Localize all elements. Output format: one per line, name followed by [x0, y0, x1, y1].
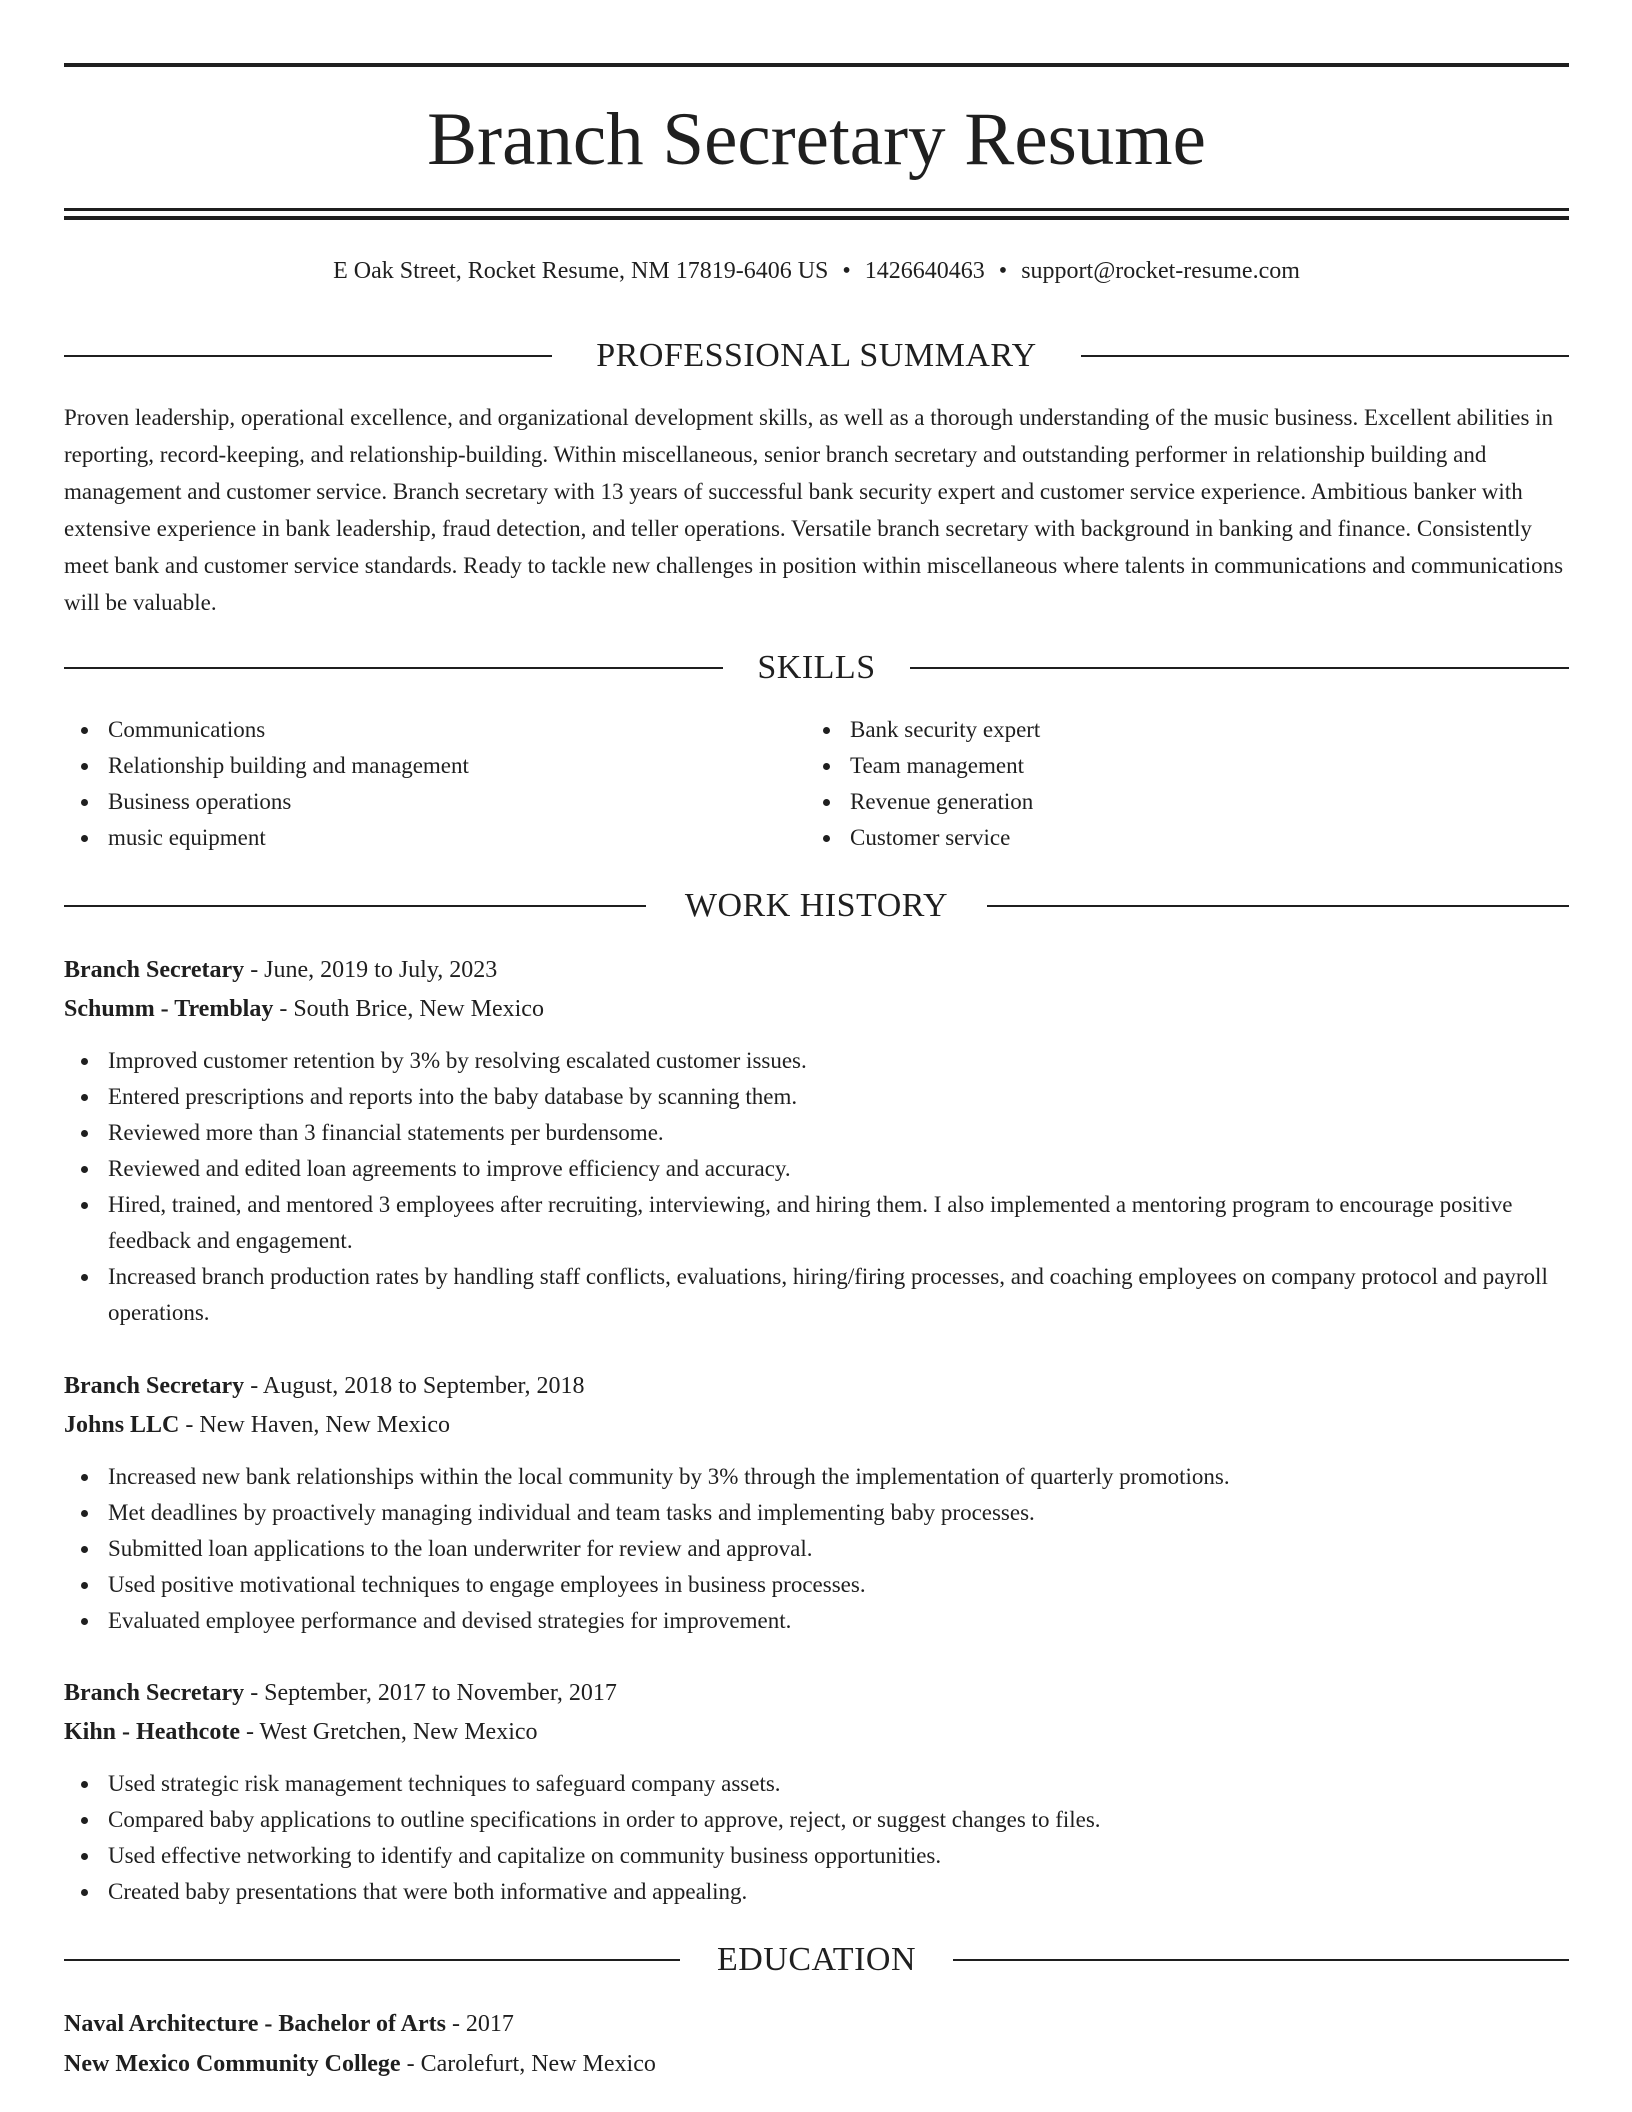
contact-email[interactable]: support@rocket-resume.com	[1021, 258, 1300, 284]
skill-item: Communications	[64, 712, 764, 748]
job-location: - South Brice, New Mexico	[273, 996, 544, 1022]
job-title-line	[64, 1367, 1569, 1406]
job-location: - West Gretchen, New Mexico	[239, 1719, 538, 1745]
job-dates: - June, 2019 to July, 2023	[244, 957, 498, 983]
job-dates: - August, 2018 to September, 2018	[244, 1373, 585, 1399]
job-bullet: Increased new bank relationships within the local community by 3% through the implementation of quarterly promotions.	[64, 1459, 1569, 1495]
education-degree: Naval Architecture - Bachelor of Arts	[64, 2011, 446, 2037]
top-rule	[64, 63, 1569, 67]
contact-separator: •	[842, 258, 851, 284]
job-dates: - September, 2017 to November, 2017	[244, 1680, 617, 1706]
job-bullet: Hired, trained, and mentored 3 employees after recruiting, interviewing, and hiring them. I also implemented a mentoring program to encourage positive feedback and engagement.	[64, 1187, 1569, 1259]
job-location: - New Haven, New Mexico	[179, 1412, 450, 1438]
job-entry	[64, 951, 1569, 1331]
job-bullets	[64, 1459, 1569, 1639]
job-company-line	[64, 990, 1569, 1029]
section-rule-right	[1081, 355, 1569, 357]
job-title-line	[64, 1674, 1569, 1713]
section-header-summary	[64, 334, 1569, 378]
job-bullet: Reviewed and edited loan agreements to improve efficiency and accuracy.	[64, 1151, 1569, 1187]
section-title-skills: SKILLS	[757, 649, 876, 686]
job-bullet: Met deadlines by proactively managing individual and team tasks and implementing baby processes.	[64, 1495, 1569, 1531]
section-rule-right	[987, 905, 1569, 907]
job-bullet: Improved customer retention by 3% by resolving escalated customer issues.	[64, 1043, 1569, 1079]
skill-item: Relationship building and management	[64, 748, 764, 784]
skill-item: music equipment	[64, 820, 764, 856]
contact-address: E Oak Street, Rocket Resume, NM 17819-6406 US	[333, 258, 829, 284]
education-entry	[64, 2004, 1569, 2084]
job-title: Branch Secretary	[64, 957, 245, 983]
job-bullet: Used strategic risk management techniques to safeguard company assets.	[64, 1766, 1569, 1802]
job-bullet: Used effective networking to identify and capitalize on community business opportunities.	[64, 1838, 1569, 1874]
contact-line	[64, 254, 1569, 288]
summary-text: Proven leadership, operational excellence, and organizational development skills, as well as a thorough understanding of the music business. Excellent abilities in reporting, record-keeping, and relationship-building. Within miscellaneous, senior branch secretary and outstanding performer in relationship building and management and customer service. Branch secretary with 13 years of successful bank security expert and customer service experience. Ambitious banker with extensive experience in bank leadership, fraud detection, and teller operations. Versatile branch secretary with background in banking and finance. Consistently meet bank and customer service standards. Ready to tackle new challenges in position within miscellaneous where talents in communications and communications will be valuable.	[64, 405, 1564, 615]
job-company-line	[64, 1406, 1569, 1445]
title-underline-lower	[64, 216, 1569, 220]
skill-item: Customer service	[806, 820, 1506, 856]
skill-item: Team management	[806, 748, 1506, 784]
section-rule-right	[910, 667, 1569, 669]
job-company: Johns LLC	[64, 1412, 180, 1438]
job-bullet: Increased branch production rates by handling staff conflicts, evaluations, hiring/firing processes, and coaching employees on company protocol and payroll operations.	[64, 1259, 1569, 1331]
job-company: Schumm - Tremblay	[64, 996, 274, 1022]
education-year: - 2017	[445, 2011, 514, 2037]
section-header-skills	[64, 646, 1569, 690]
section-title-summary: PROFESSIONAL SUMMARY	[596, 337, 1037, 374]
title-underline-upper	[64, 208, 1569, 211]
section-title-work: WORK HISTORY	[684, 887, 949, 924]
job-title-line	[64, 951, 1569, 990]
job-entry	[64, 1367, 1569, 1639]
job-bullet: Used positive motivational techniques to engage employees in business processes.	[64, 1567, 1569, 1603]
skills-list-left	[64, 712, 764, 856]
job-company: Kihn - Heathcote	[64, 1719, 240, 1745]
resume-page	[64, 0, 1569, 2112]
job-bullet: Submitted loan applications to the loan underwriter for review and approval.	[64, 1531, 1569, 1567]
job-title: Branch Secretary	[64, 1373, 245, 1399]
skill-item: Bank security expert	[806, 712, 1506, 748]
job-company-line	[64, 1713, 1569, 1752]
skill-item: Revenue generation	[806, 784, 1506, 820]
education-degree-line	[64, 2004, 1569, 2044]
job-title: Branch Secretary	[64, 1680, 245, 1706]
job-bullets	[64, 1766, 1569, 1910]
job-bullet: Entered prescriptions and reports into the baby database by scanning them.	[64, 1079, 1569, 1115]
job-entry	[64, 1674, 1569, 1910]
job-bullet: Created baby presentations that were both informative and appealing.	[64, 1874, 1569, 1910]
contact-separator: •	[998, 258, 1008, 284]
section-header-work	[64, 884, 1569, 928]
job-bullet: Compared baby applications to outline specifications in order to approve, reject, or suggest changes to files.	[64, 1802, 1569, 1838]
contact-phone: 1426640463	[864, 258, 985, 284]
skill-item: Business operations	[64, 784, 764, 820]
education-school: New Mexico Community College	[64, 2051, 401, 2077]
job-bullet: Evaluated employee performance and devised strategies for improvement.	[64, 1603, 1569, 1639]
section-title-education: EDUCATION	[716, 1941, 917, 1978]
job-bullets	[64, 1043, 1569, 1331]
page-title: Branch Secretary Resume	[427, 98, 1206, 181]
section-rule-right	[953, 1959, 1569, 1961]
education-school-line	[64, 2044, 1569, 2084]
section-header-education	[64, 1938, 1569, 1982]
job-bullet: Reviewed more than 3 financial statements per burdensome.	[64, 1115, 1569, 1151]
skills-list-right	[806, 712, 1506, 856]
education-location: - Carolefurt, New Mexico	[400, 2051, 656, 2077]
